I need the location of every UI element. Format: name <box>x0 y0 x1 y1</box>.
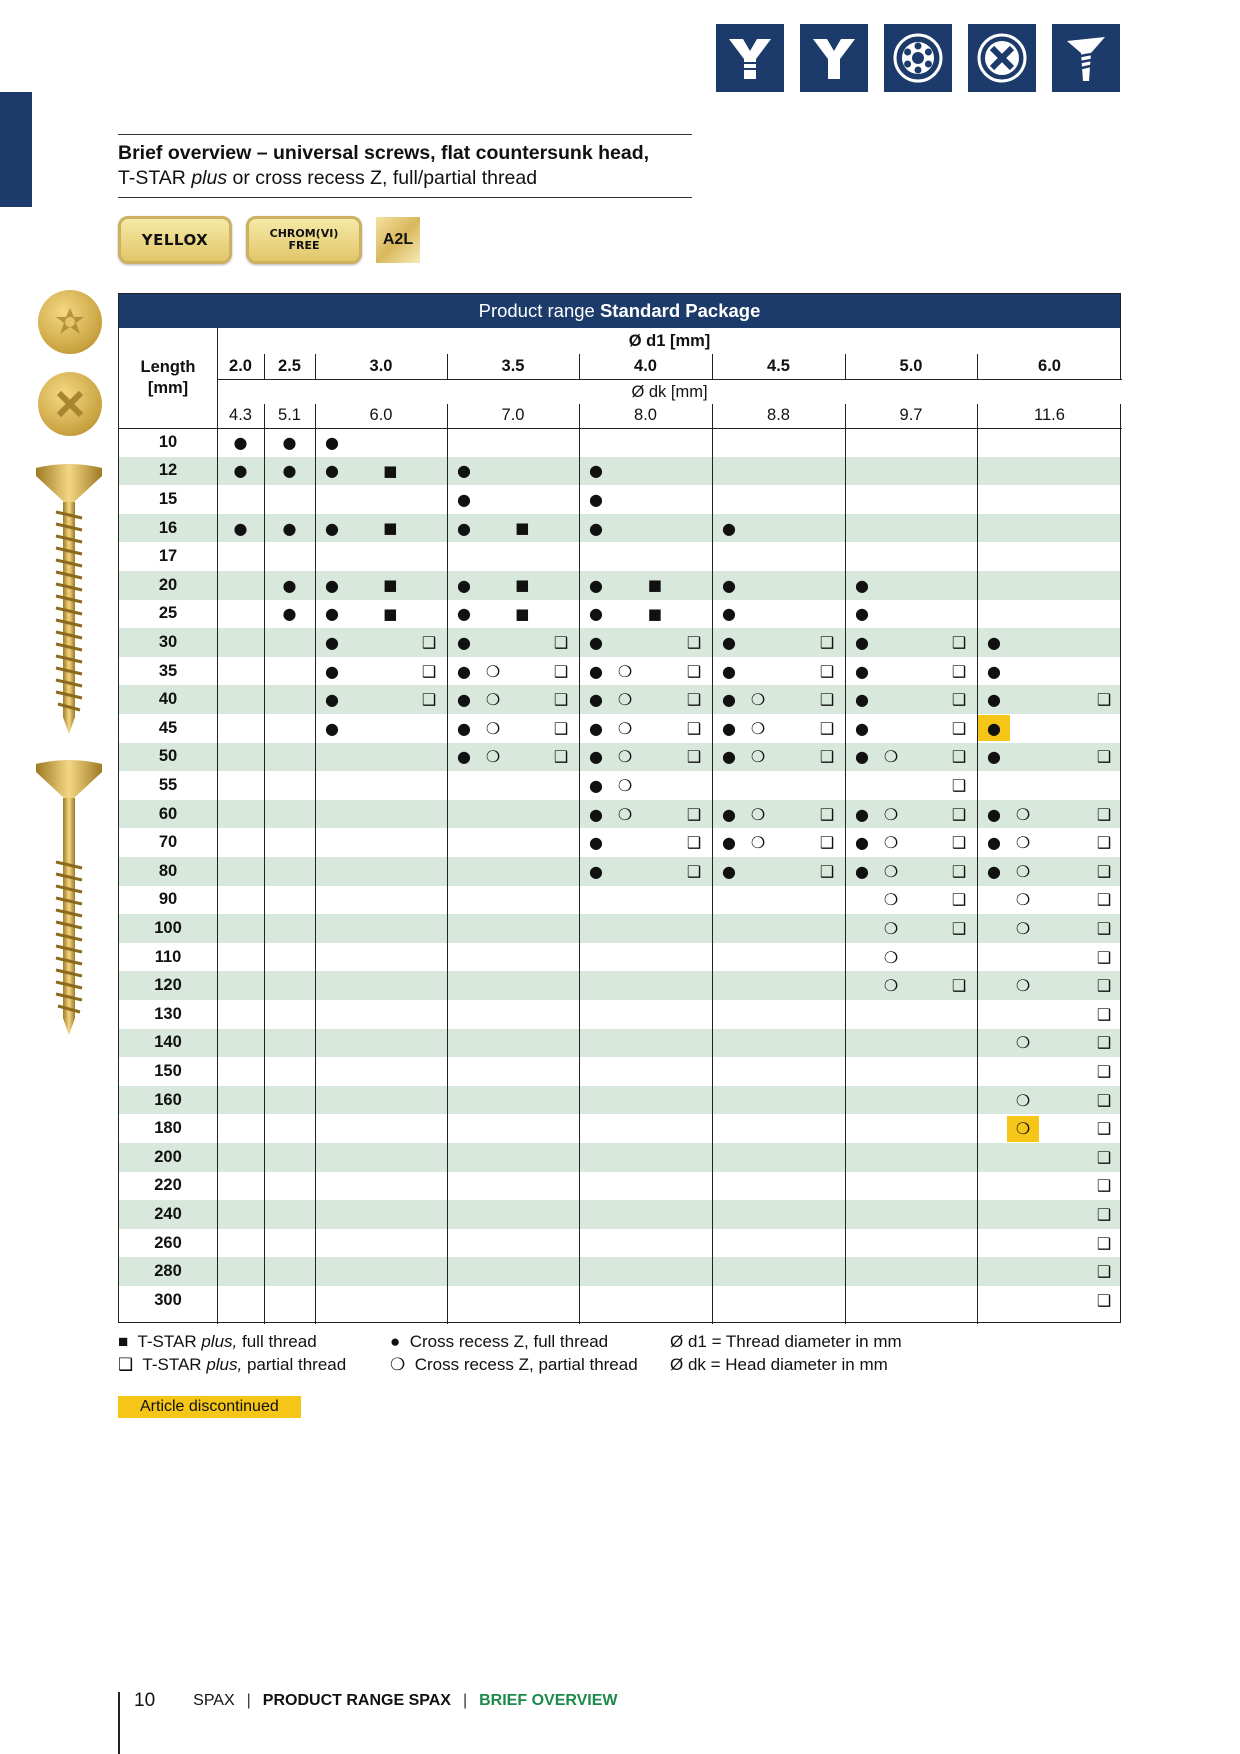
full-thread-cross-symbol: ● <box>987 633 1001 652</box>
legend-tstar-full <box>118 1330 346 1353</box>
full-thread-cross-symbol: ● <box>987 747 1001 767</box>
partial-thread-tstar-symbol: ❑ <box>686 833 702 853</box>
dk-value: 8.8 <box>767 406 790 424</box>
footer-separator: | <box>246 1692 251 1709</box>
length-value: 160 <box>154 1090 182 1109</box>
dk-value: 9.7 <box>899 406 923 424</box>
dk-value: 11.6 <box>1034 406 1065 424</box>
full-thread-cross-symbol: ● <box>855 633 869 652</box>
length-value: 25 <box>158 604 178 623</box>
full-thread-cross-symbol: ● <box>282 604 297 624</box>
yellox-label: YELLOX <box>141 231 209 249</box>
partial-thread-tstar-symbol: ❑ <box>951 747 967 767</box>
partial-thread-tstar-symbol: ❑ <box>951 690 967 710</box>
partial-thread-cross-symbol: ❍ <box>1015 1033 1031 1053</box>
legend-square-filled: ■ <box>118 1332 129 1351</box>
partial-thread-cross-symbol: ❍ <box>883 890 899 910</box>
d1-value: 4.5 <box>767 357 790 375</box>
row-stripe <box>119 1257 1120 1286</box>
legend-text: T-STAR <box>142 1355 207 1374</box>
partial-thread-tstar-symbol: ❑ <box>553 690 569 710</box>
partial-thread-cross-symbol: ❍ <box>750 833 766 853</box>
partial-thread-cross-symbol: ❍ <box>1015 1090 1031 1110</box>
partial-thread-tstar-symbol: ❑ <box>421 661 437 681</box>
d1-label: Ø d1 [mm] <box>628 331 711 350</box>
full-thread-cross-symbol: ● <box>722 661 736 681</box>
row-stripe <box>119 1143 1120 1172</box>
legend-text: partial thread <box>242 1355 347 1374</box>
dk-header <box>217 379 1122 405</box>
badges <box>118 216 420 264</box>
full-thread-cross-symbol: ● <box>282 461 297 481</box>
partial-thread-tstar-symbol: ❑ <box>1096 976 1112 996</box>
partial-thread-cross-symbol: ❍ <box>1015 804 1031 824</box>
row-stripe <box>119 1200 1120 1229</box>
partial-thread-tstar-symbol: ❑ <box>1096 1290 1112 1310</box>
legend-cross-full <box>390 1330 638 1353</box>
full-thread-cross-symbol: ● <box>457 661 471 681</box>
column-rule <box>315 354 316 1324</box>
column-rule <box>264 354 265 1324</box>
footer-section: PRODUCT RANGE SPAX <box>262 1692 451 1709</box>
length-value: 220 <box>154 1176 182 1195</box>
partial-thread-tstar-symbol: ❑ <box>553 633 569 652</box>
full-thread-cross-symbol: ● <box>987 718 1001 738</box>
full-thread-tstar-symbol: ■ <box>383 576 398 595</box>
tstar-recess-icon <box>884 24 952 92</box>
partial-thread-tstar-symbol: ❑ <box>686 690 702 710</box>
full-thread-cross-symbol: ● <box>722 633 736 652</box>
full-thread-cross-symbol: ● <box>987 861 1001 881</box>
legend-d1: Ø d1 = Thread diameter in mm <box>670 1332 902 1351</box>
partial-thread-tstar-symbol: ❑ <box>951 633 967 652</box>
countersunk-icon <box>800 24 868 92</box>
length-value: 10 <box>158 432 178 451</box>
chrom-line1: CHROM(VI) <box>269 227 339 240</box>
dk-value: 4.3 <box>229 406 252 424</box>
full-thread-cross-symbol: ● <box>987 690 1001 710</box>
product-range-table <box>118 293 1121 1323</box>
length-value: 16 <box>158 518 178 537</box>
full-thread-cross-symbol: ● <box>233 432 248 452</box>
full-thread-cross-symbol: ● <box>457 633 471 652</box>
full-thread-tstar-symbol: ■ <box>383 519 398 538</box>
row-stripe <box>119 514 1120 543</box>
length-value: 280 <box>154 1262 182 1281</box>
partial-thread-cross-symbol: ❍ <box>883 919 899 938</box>
length-value: 30 <box>158 632 178 651</box>
partial-thread-cross-symbol: ❍ <box>883 947 899 967</box>
partial-thread-tstar-symbol: ❑ <box>951 718 967 738</box>
partial-thread-cross-symbol: ❍ <box>1015 919 1031 938</box>
dk-value: 5.1 <box>278 406 301 424</box>
cross-recess-icon <box>968 24 1036 92</box>
partial-thread-tstar-symbol: ❑ <box>686 633 702 652</box>
partial-thread-tstar-symbol: ❑ <box>819 861 835 881</box>
thread-tip-icon <box>1052 24 1120 92</box>
side-tab-marker <box>0 92 32 207</box>
partial-thread-cross-symbol: ❍ <box>485 747 501 767</box>
partial-thread-cross-symbol: ❍ <box>485 690 501 710</box>
full-thread-cross-symbol: ● <box>589 518 603 538</box>
length-value: 70 <box>158 833 178 852</box>
row-stripe <box>119 1086 1120 1115</box>
partial-thread-tstar-symbol: ❑ <box>1096 747 1112 767</box>
full-thread-cross-symbol: ● <box>233 461 248 481</box>
legend-text: Cross recess Z, partial thread <box>414 1355 638 1374</box>
length-value: 15 <box>158 489 178 508</box>
length-value: 200 <box>154 1147 182 1166</box>
length-value: 50 <box>158 747 178 766</box>
full-thread-cross-symbol: ● <box>855 690 869 710</box>
footer-separator: | <box>462 1692 468 1709</box>
full-thread-cross-symbol: ● <box>457 461 471 481</box>
length-value: 60 <box>158 804 178 823</box>
title-sub-a: T-STAR <box>118 167 192 189</box>
full-thread-cross-symbol: ● <box>589 604 603 624</box>
length-value: 90 <box>158 890 178 909</box>
full-thread-screw-icon <box>34 462 104 737</box>
length-value: 110 <box>154 947 182 966</box>
d1-value: 5.0 <box>899 357 923 375</box>
full-thread-cross-symbol: ● <box>325 575 339 595</box>
full-thread-cross-symbol: ● <box>987 661 1001 681</box>
partial-thread-tstar-symbol: ❑ <box>1096 1147 1112 1167</box>
title-main: Brief overview – universal screws, flat countersunk head, <box>118 142 650 164</box>
length-label: Length <box>140 358 196 376</box>
full-thread-cross-symbol: ● <box>325 432 339 452</box>
partial-thread-cross-symbol: ❍ <box>883 804 899 824</box>
full-thread-cross-symbol: ● <box>457 718 471 738</box>
full-thread-cross-symbol: ● <box>325 604 339 624</box>
partial-thread-tstar-symbol: ❑ <box>421 690 437 710</box>
legend-dk: Ø dk = Head diameter in mm <box>670 1355 888 1374</box>
length-value: 12 <box>158 461 178 480</box>
tstar-screw-head-icon <box>38 290 102 354</box>
partial-thread-tstar-symbol: ❑ <box>1096 1233 1112 1253</box>
full-thread-cross-symbol: ● <box>722 861 736 881</box>
length-value: 20 <box>158 575 178 594</box>
title-sub <box>118 166 692 191</box>
row-stripe <box>119 1029 1120 1058</box>
partial-thread-cross-symbol: ❍ <box>750 804 766 824</box>
a2l-label: A2L <box>382 231 414 248</box>
recess-icons <box>716 24 1120 92</box>
full-thread-cross-symbol: ● <box>589 804 603 824</box>
full-thread-cross-symbol: ● <box>589 718 603 738</box>
partial-thread-cross-symbol: ❍ <box>617 690 633 710</box>
footer-subsection: BRIEF OVERVIEW <box>479 1692 618 1709</box>
full-thread-tstar-symbol: ■ <box>515 576 530 595</box>
footer-brand: SPAX <box>193 1692 235 1709</box>
full-thread-cross-symbol: ● <box>457 575 471 595</box>
header-rule <box>119 428 1122 429</box>
full-thread-cross-symbol: ● <box>855 747 869 767</box>
legend-text: Cross recess Z, full thread <box>409 1332 609 1351</box>
full-thread-cross-symbol: ● <box>589 490 603 509</box>
d1-value: 6.0 <box>1038 357 1061 375</box>
partial-thread-tstar-symbol: ❑ <box>819 747 835 767</box>
full-thread-cross-symbol: ● <box>855 804 869 824</box>
partial-thread-tstar-symbol: ❑ <box>951 861 967 881</box>
page-number: 10 <box>134 1690 156 1711</box>
partial-thread-tstar-symbol: ❑ <box>951 976 967 996</box>
partial-thread-tstar-symbol: ❑ <box>819 718 835 738</box>
legend-text: full thread <box>237 1332 317 1351</box>
legend-cross-partial <box>390 1353 638 1376</box>
full-thread-cross-symbol: ● <box>325 718 339 738</box>
full-thread-cross-symbol: ● <box>722 518 736 538</box>
length-value: 130 <box>154 1004 182 1023</box>
length-header <box>119 328 217 428</box>
length-value: 35 <box>158 661 178 680</box>
partial-thread-tstar-symbol: ❑ <box>1096 890 1112 910</box>
full-thread-cross-symbol: ● <box>589 747 603 767</box>
full-thread-cross-symbol: ● <box>325 661 339 681</box>
full-thread-cross-symbol: ● <box>325 690 339 710</box>
partial-thread-tstar-symbol: ❑ <box>553 747 569 767</box>
full-thread-cross-symbol: ● <box>722 690 736 710</box>
full-thread-cross-symbol: ● <box>325 461 339 481</box>
partial-thread-tstar-symbol: ❑ <box>819 690 835 710</box>
partial-thread-tstar-symbol: ❑ <box>819 661 835 681</box>
full-thread-cross-symbol: ● <box>589 633 603 652</box>
yellox-badge <box>118 216 232 264</box>
full-thread-cross-symbol: ● <box>325 633 339 652</box>
full-thread-cross-symbol: ● <box>589 833 603 853</box>
full-thread-cross-symbol: ● <box>282 518 297 538</box>
partial-thread-cross-symbol: ❍ <box>750 718 766 738</box>
full-thread-cross-symbol: ● <box>589 776 603 795</box>
d1-value: 4.0 <box>634 357 657 375</box>
partial-thread-tstar-symbol: ❑ <box>686 747 702 767</box>
legend-text-italic: plus, <box>206 1355 243 1374</box>
full-thread-cross-symbol: ● <box>282 432 297 452</box>
legend-dimensions <box>670 1330 902 1376</box>
length-value: 55 <box>158 775 178 794</box>
partial-thread-cross-symbol: ❍ <box>617 718 633 738</box>
partial-thread-cross-symbol: ❍ <box>485 718 501 738</box>
partial-thread-tstar-symbol: ❑ <box>951 661 967 681</box>
partial-thread-tstar-symbol: ❑ <box>1096 1205 1112 1224</box>
full-thread-cross-symbol: ● <box>233 518 248 538</box>
full-thread-cross-symbol: ● <box>722 747 736 767</box>
partial-thread-cross-symbol: ❍ <box>883 861 899 881</box>
table-header <box>119 294 1120 328</box>
dk-value: 8.0 <box>634 406 657 424</box>
partial-thread-cross-symbol: ❍ <box>485 661 501 681</box>
partial-thread-tstar-symbol: ❑ <box>951 833 967 853</box>
partial-thread-cross-symbol: ❍ <box>617 776 633 795</box>
length-value: 240 <box>154 1204 182 1223</box>
full-thread-cross-symbol: ● <box>457 490 471 509</box>
full-thread-tstar-symbol: ■ <box>515 604 530 623</box>
full-thread-cross-symbol: ● <box>987 833 1001 853</box>
full-thread-cross-symbol: ● <box>855 833 869 853</box>
full-thread-cross-symbol: ● <box>589 690 603 710</box>
full-thread-tstar-symbol: ■ <box>383 461 398 480</box>
legend-cross <box>390 1330 638 1376</box>
full-thread-tstar-symbol: ■ <box>383 604 398 623</box>
full-thread-cross-symbol: ● <box>457 604 471 624</box>
cross-screw-head-icon <box>38 372 102 436</box>
length-value: 300 <box>154 1290 182 1309</box>
table-header-prefix: Product range <box>478 300 600 321</box>
partial-thread-tstar-symbol: ❑ <box>1096 1090 1112 1110</box>
d1-value: 3.5 <box>501 357 525 375</box>
partial-thread-tstar-symbol: ❑ <box>819 833 835 853</box>
length-value: 180 <box>154 1119 182 1138</box>
partial-thread-tstar-symbol: ❑ <box>1096 947 1112 967</box>
partial-thread-tstar-symbol: ❑ <box>1096 1004 1112 1024</box>
full-thread-cross-symbol: ● <box>722 804 736 824</box>
partial-thread-cross-symbol: ❍ <box>617 661 633 681</box>
full-thread-cross-symbol: ● <box>589 461 603 481</box>
partial-thread-tstar-symbol: ❑ <box>686 718 702 738</box>
partial-thread-tstar-symbol: ❑ <box>553 661 569 681</box>
full-thread-cross-symbol: ● <box>722 718 736 738</box>
partial-thread-tstar-symbol: ❑ <box>1096 919 1112 938</box>
full-thread-cross-symbol: ● <box>722 833 736 853</box>
length-value: 80 <box>158 861 178 880</box>
d1-value: 2.5 <box>278 357 301 375</box>
partial-thread-cross-symbol: ❍ <box>1015 833 1031 853</box>
partial-thread-tstar-symbol: ❑ <box>951 919 967 938</box>
full-thread-cross-symbol: ● <box>325 518 339 538</box>
length-value: 120 <box>154 976 182 995</box>
partial-thread-cross-symbol: ❍ <box>883 976 899 996</box>
partial-thread-tstar-symbol: ❑ <box>421 633 437 652</box>
row-stripe <box>119 457 1120 486</box>
length-value: 40 <box>158 690 178 709</box>
page-title <box>118 134 692 198</box>
length-value: 150 <box>154 1061 182 1080</box>
partial-thread-tstar-symbol: ❑ <box>1096 804 1112 824</box>
partial-thread-tstar-symbol: ❑ <box>1096 861 1112 881</box>
partial-thread-tstar-symbol: ❑ <box>686 861 702 881</box>
partial-thread-cross-symbol: ❍ <box>617 804 633 824</box>
d1-value: 3.0 <box>369 357 393 375</box>
legend-text: T-STAR <box>137 1332 202 1351</box>
full-thread-cross-symbol: ● <box>722 604 736 624</box>
partial-thread-cross-symbol: ❍ <box>1015 1119 1031 1139</box>
partial-thread-tstar-symbol: ❑ <box>819 804 835 824</box>
partial-thread-tstar-symbol: ❑ <box>1096 1176 1112 1196</box>
partial-thread-tstar-symbol: ❑ <box>951 776 967 795</box>
length-value: 260 <box>154 1233 182 1252</box>
screw-heads <box>38 290 102 454</box>
legend-tstar-partial <box>118 1353 346 1376</box>
legend-square-open: ❑ <box>118 1355 134 1374</box>
length-value: 100 <box>154 918 182 937</box>
dk-value: 6.0 <box>369 406 393 424</box>
cut-tip-icon <box>716 24 784 92</box>
full-thread-cross-symbol: ● <box>457 747 471 767</box>
title-sub-b: or cross recess Z, full/partial thread <box>227 167 538 189</box>
legend-dot-open: ❍ <box>390 1355 406 1374</box>
partial-thread-tstar-symbol: ❑ <box>951 804 967 824</box>
partial-thread-tstar-symbol: ❑ <box>1096 1062 1112 1081</box>
full-thread-cross-symbol: ● <box>457 690 471 710</box>
full-thread-cross-symbol: ● <box>987 804 1001 824</box>
legend-dot-filled: ● <box>390 1332 401 1351</box>
full-thread-tstar-symbol: ■ <box>647 576 662 595</box>
partial-thread-tstar-symbol: ❑ <box>686 661 702 681</box>
discontinued-badge: Article discontinued <box>118 1396 301 1418</box>
length-value: 17 <box>158 547 178 566</box>
column-rule <box>845 354 846 1324</box>
row-stripe <box>119 571 1120 600</box>
full-thread-cross-symbol: ● <box>589 861 603 881</box>
partial-thread-tstar-symbol: ❑ <box>686 804 702 824</box>
partial-thread-cross-symbol: ❍ <box>883 747 899 767</box>
length-value: 140 <box>154 1033 182 1052</box>
full-thread-cross-symbol: ● <box>855 718 869 738</box>
partial-thread-cross-symbol: ❍ <box>750 690 766 710</box>
partial-thread-tstar-symbol: ❑ <box>819 633 835 652</box>
chrom-line2: FREE <box>288 239 320 252</box>
column-rule <box>977 354 978 1324</box>
column-rule <box>712 354 713 1324</box>
full-thread-cross-symbol: ● <box>282 575 297 595</box>
table-header-bold: Standard Package <box>599 300 761 321</box>
full-thread-cross-symbol: ● <box>589 661 603 681</box>
length-unit: [mm] <box>147 379 189 397</box>
chrom-free-badge <box>246 216 362 264</box>
full-thread-cross-symbol: ● <box>589 575 603 595</box>
legend-tstar <box>118 1330 346 1376</box>
partial-thread-cross-symbol: ❍ <box>617 747 633 767</box>
full-thread-cross-symbol: ● <box>855 604 869 624</box>
partial-thread-screw-icon <box>34 758 104 1038</box>
partial-thread-tstar-symbol: ❑ <box>1096 1262 1112 1282</box>
a2l-badge <box>376 217 420 263</box>
full-thread-cross-symbol: ● <box>722 575 736 595</box>
full-thread-cross-symbol: ● <box>855 861 869 881</box>
partial-thread-tstar-symbol: ❑ <box>951 890 967 910</box>
length-value: 45 <box>158 718 178 737</box>
partial-thread-cross-symbol: ❍ <box>1015 861 1031 881</box>
column-rule <box>217 328 218 1324</box>
partial-thread-tstar-symbol: ❑ <box>1096 833 1112 853</box>
partial-thread-cross-symbol: ❍ <box>1015 890 1031 910</box>
dk-value: 7.0 <box>501 406 525 424</box>
partial-thread-tstar-symbol: ❑ <box>1096 690 1112 710</box>
dk-label: Ø dk [mm] <box>631 382 708 401</box>
title-sub-italic: plus <box>191 167 228 189</box>
d1-header <box>217 328 1122 354</box>
partial-thread-cross-symbol: ❍ <box>750 747 766 767</box>
full-thread-cross-symbol: ● <box>457 518 471 538</box>
column-rule <box>579 354 580 1324</box>
legend-text-italic: plus, <box>201 1332 238 1351</box>
d1-value: 2.0 <box>229 357 252 375</box>
full-thread-cross-symbol: ● <box>855 575 869 595</box>
partial-thread-tstar-symbol: ❑ <box>1096 1119 1112 1139</box>
partial-thread-tstar-symbol: ❑ <box>1096 1033 1112 1053</box>
partial-thread-tstar-symbol: ❑ <box>553 718 569 738</box>
full-thread-cross-symbol: ● <box>855 661 869 681</box>
partial-thread-cross-symbol: ❍ <box>883 833 899 853</box>
column-rule <box>447 354 448 1324</box>
partial-thread-cross-symbol: ❍ <box>1015 976 1031 996</box>
page-footer <box>118 1692 618 1754</box>
full-thread-tstar-symbol: ■ <box>515 519 530 538</box>
full-thread-tstar-symbol: ■ <box>647 604 662 623</box>
